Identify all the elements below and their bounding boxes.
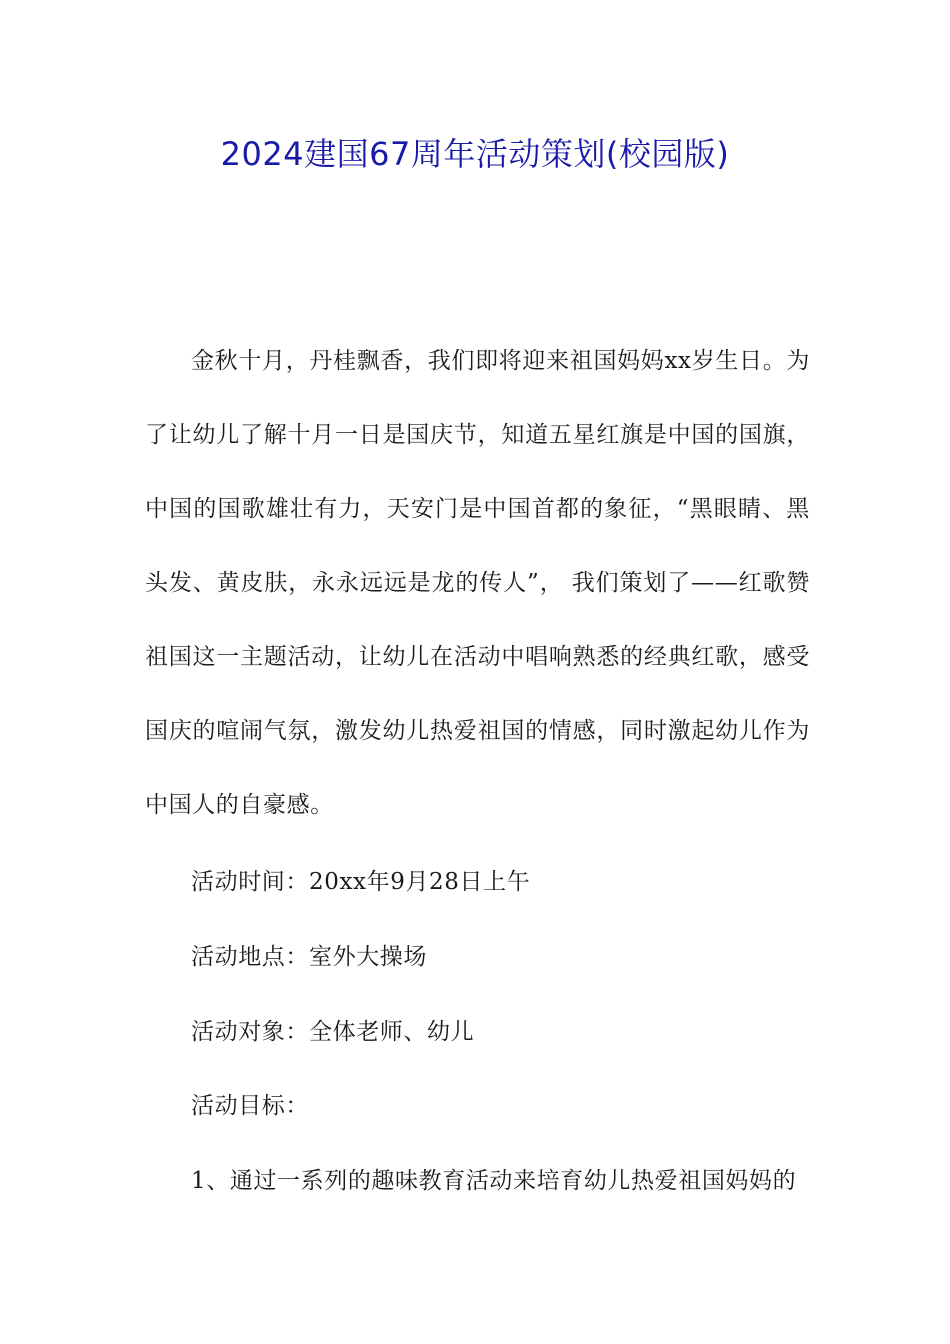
- activity-place: 活动地点：室外大操场: [191, 944, 427, 970]
- activity-goals-heading: 活动目标：: [191, 1093, 309, 1119]
- document-title: 2024建国67周年活动策划(校园版): [220, 135, 730, 173]
- activity-goal-item: 1、通过一系列的趣味教育活动来培育幼儿热爱祖国妈妈的: [191, 1168, 797, 1194]
- intro-paragraph: 金秋十月，丹桂飘香，我们即将迎来祖国妈妈xx岁生日。为了让幼儿了解十月一日是国庆节，知道五星红旗是中国的国旗，中国的国歌雄壮有力，天安门是中国首都的象征，“黑眼睛、黑头发、黄皮肤，永永远远是龙的传人”， 我们策划了——红歌赞祖国这一主题活动，让幼儿在活动中唱响熟悉的经典红歌，感受国庆的喧闹气氛，激发幼儿热爱祖国的情感，同时激起幼儿作为中国人的自豪感。: [145, 348, 810, 818]
- activity-time: 活动时间：20xx年9月28日上午: [191, 869, 531, 895]
- activity-participants: 活动对象：全体老师、幼儿: [191, 1019, 475, 1045]
